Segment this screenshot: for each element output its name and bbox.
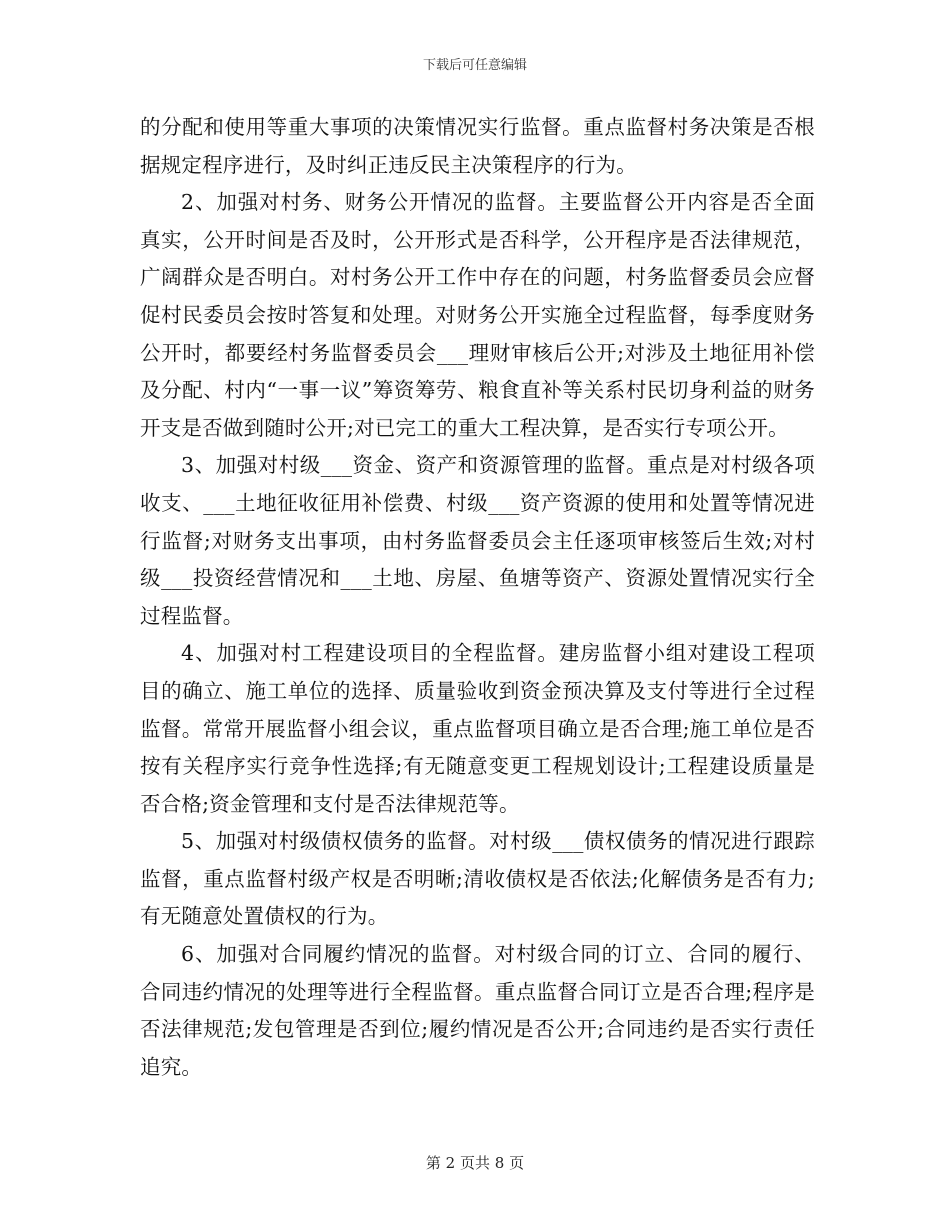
paragraph-item-2: 2、加强对村务、财务公开情况的监督。主要监督公开内容是否全面真实，公开时间是否及时，公开形式是否科学，公开程序是否法律规范，广阔群众是否明白。对村务公开工作中存在的问题，村务监督委员会应督促村民委员会按时答复和处理。对财务公开实施全过程监督，每季度财务公开时，都要经村务监督委员会___理财审核后公开;对涉及土地征用补偿及分配、村内“一事一议”筹资筹劳、粮食直补等关系村民切身利益的财务开支是否做到随时公开;对已完工的重大工程决算，是否实行专项公开。 [140, 190, 815, 440]
paragraph-item-3: 3、加强对村级___资金、资产和资源管理的监督。重点是对村级各项收支、___土地征收征用补偿费、村级___资产资源的使用和处置等情况进行监督;对财务支出事项，由村务监督委员会主任逐项审核签后生效;对村级___投资经营情况和___土地、房屋、鱼塘等资产、资源处置情况实行全过程监督。 [140, 453, 815, 628]
paragraph-item-6: 6、加强对合同履约情况的监督。对村级合同的订立、合同的履行、合同违约情况的处理等进行全程监督。重点监督合同订立是否合理;程序是否法律规范;发包管理是否到位;履约情况是否公开;合同违约是否实行责任追究。 [140, 942, 815, 1079]
paragraph-item-4: 4、加强对村工程建设项目的全程监督。建房监督小组对建设工程项目的确立、施工单位的选择、质量验收到资金预决算及支付等进行全过程监督。常常开展监督小组会议，重点监督项目确立是否合理;施工单位是否按有关程序实行竞争性选择;有无随意变更工程规划设计;工程建设质量是否合格;资金管理和支付是否法律规范等。 [140, 641, 815, 816]
document-body [140, 109, 815, 1086]
page-number: 第 2 页共 8 页 [425, 1154, 525, 1172]
page-header: 下载后可任意编辑 [422, 58, 527, 73]
paragraph-continuation: 的分配和使用等重大事项的决策情况实行监督。重点监督村务决策是否根据规定程序进行，及时纠正违反民主决策程序的行为。 [140, 115, 815, 177]
paragraph-item-5: 5、加强对村级债权债务的监督。对村级___债权债务的情况进行跟踪监督，重点监督村级产权是否明晰;清收债权是否依法;化解债务是否有力;有无随意处置债权的行为。 [140, 829, 815, 929]
